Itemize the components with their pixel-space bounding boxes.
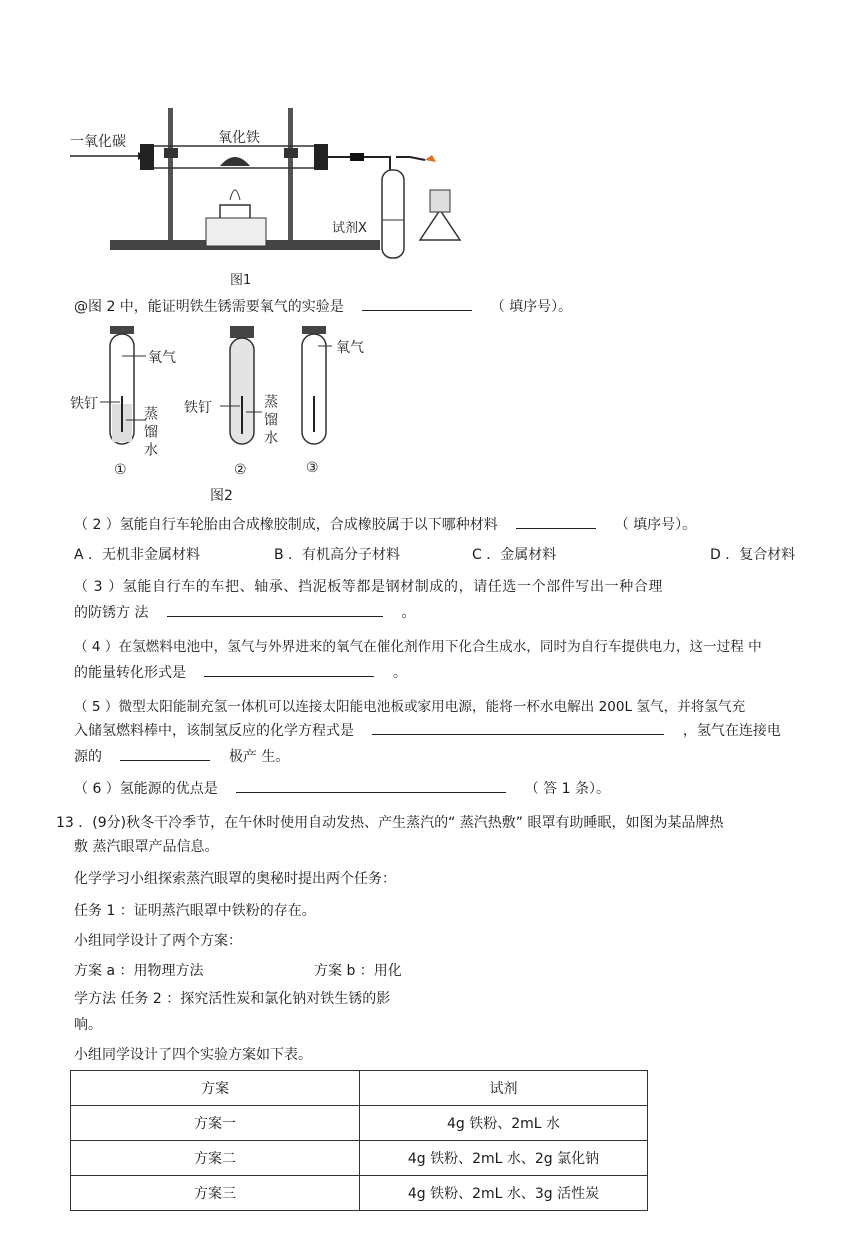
fig2-nail-2: 铁钉: [184, 400, 212, 416]
question-13-p6: 响。: [74, 1017, 102, 1033]
table-row: [71, 1176, 648, 1211]
question-13-line2: 敷 蒸汽眼罩产品信息。: [74, 839, 219, 855]
table-cell: 方案三: [71, 1176, 360, 1211]
answer-blank[interactable]: [516, 514, 596, 529]
answer-blank[interactable]: [120, 746, 210, 761]
question-6: （ 6 ）氢能源的优点是 （ 答 1 条）。: [74, 778, 810, 800]
table-cell: 4g 铁粉、2mL 水: [360, 1106, 648, 1141]
question-13-p4: 方案 a ：用物理方法 方案 b ：用化: [74, 963, 402, 979]
answer-blank[interactable]: [204, 662, 374, 677]
fig2-oxygen-3: 氧气: [336, 340, 364, 356]
question-3-line1: （ 3 ）氢能自行车的车把、轴承、挡泥板等都是钢材制成的，请任选一个部件写出一种合理: [74, 579, 664, 595]
fig2-num-3: ③: [306, 460, 319, 476]
table-header-cell: 方案: [71, 1071, 360, 1106]
question-13-p5: 学方法 任务 2 ：探究活性炭和氯化钠对铁生锈的影: [74, 991, 391, 1007]
fig2-caption: 图2: [210, 488, 233, 504]
fig1-fe2o3-label: 氧化铁: [218, 130, 260, 146]
table-cell: 方案二: [71, 1141, 360, 1176]
question-3-line2: 的防锈方 法 。: [74, 602, 810, 624]
option-b: B ．有机高分子材料: [274, 547, 401, 563]
question-1b: @图 2 中，能证明铁生锈需要氧气的实验是 （ 填序号）。: [74, 296, 810, 318]
question-13-p1: 化学学习小组探索蒸汽眼罩的奥秘时提出两个任务：: [74, 871, 396, 887]
fig1-caption: 图1: [230, 273, 252, 288]
fig2-water-2: 蒸馏水: [262, 394, 278, 448]
fig1-reagent-label: 试剂X: [332, 221, 367, 236]
fig2-water-1: 蒸馏水: [142, 406, 158, 460]
figure-2-tubes: [70, 322, 380, 506]
table-header-row: [71, 1071, 648, 1106]
question-5-line2: 入储氢燃料棒中，该制氢反应的化学方程式是 ，氢气在连接电: [74, 720, 810, 742]
fig2-oxygen-1: 氧气: [148, 350, 176, 366]
option-d: D ．复合材料: [710, 547, 796, 563]
question-4-line1: （ 4 ）在氢燃料电池中，氢气与外界进来的氧气在催化剂作用下化合生成水，同时为自行车提供电力，这一过程 中: [74, 639, 762, 655]
table-row: [71, 1141, 648, 1176]
fig2-num-2: ②: [234, 462, 247, 478]
table-cell: 方案一: [71, 1106, 360, 1141]
option-a: A ．无机非金属材料: [74, 547, 201, 563]
answer-blank[interactable]: [362, 296, 472, 311]
question-13-p2: 任务 1 ：证明蒸汽眼罩中铁粉的存在。: [74, 903, 316, 919]
table-row: [71, 1106, 648, 1141]
fig1-co-label: 一氧化碳: [70, 134, 126, 150]
answer-blank[interactable]: [372, 720, 664, 735]
question-13-p7: 小组同学设计了四个实验方案如下表。: [74, 1047, 312, 1063]
table-cell: 4g 铁粉、2mL 水、2g 氯化钠: [360, 1141, 648, 1176]
table-header-cell: 试剂: [360, 1071, 648, 1106]
fig2-num-1: ①: [114, 462, 127, 478]
answer-blank[interactable]: [167, 602, 383, 617]
question-2: （ 2 ）氢能自行车轮胎由合成橡胶制成，合成橡胶属于以下哪种材料 （ 填序号）。: [74, 514, 810, 536]
answer-blank[interactable]: [236, 778, 506, 793]
fig2-nail-1: 铁钉: [70, 396, 98, 412]
table-cell: 4g 铁粉、2mL 水、3g 活性炭: [360, 1176, 648, 1211]
question-5-line1: （ 5 ）微型太阳能制充氢一体机可以连接太阳能电池板或家用电源，能将一杯水电解出 200L 氢气，并将氢气充: [74, 699, 746, 715]
question-13-line1: 13 ．(9分)秋冬干冷季节，在午休时使用自动发热、产生蒸汽的“ 蒸汽热敷” 眼罩有助睡眠，如图为某品牌热: [56, 815, 724, 831]
option-c: C ．金属材料: [472, 547, 557, 563]
figure-1-apparatus: [70, 100, 490, 290]
question-4-line2: 的能量转化形式是 。: [74, 662, 810, 684]
question-13-p3: 小组同学设计了两个方案：: [74, 933, 242, 949]
experiment-table: [70, 1070, 648, 1211]
question-5-line3: 源的 极产 生。: [74, 746, 810, 768]
